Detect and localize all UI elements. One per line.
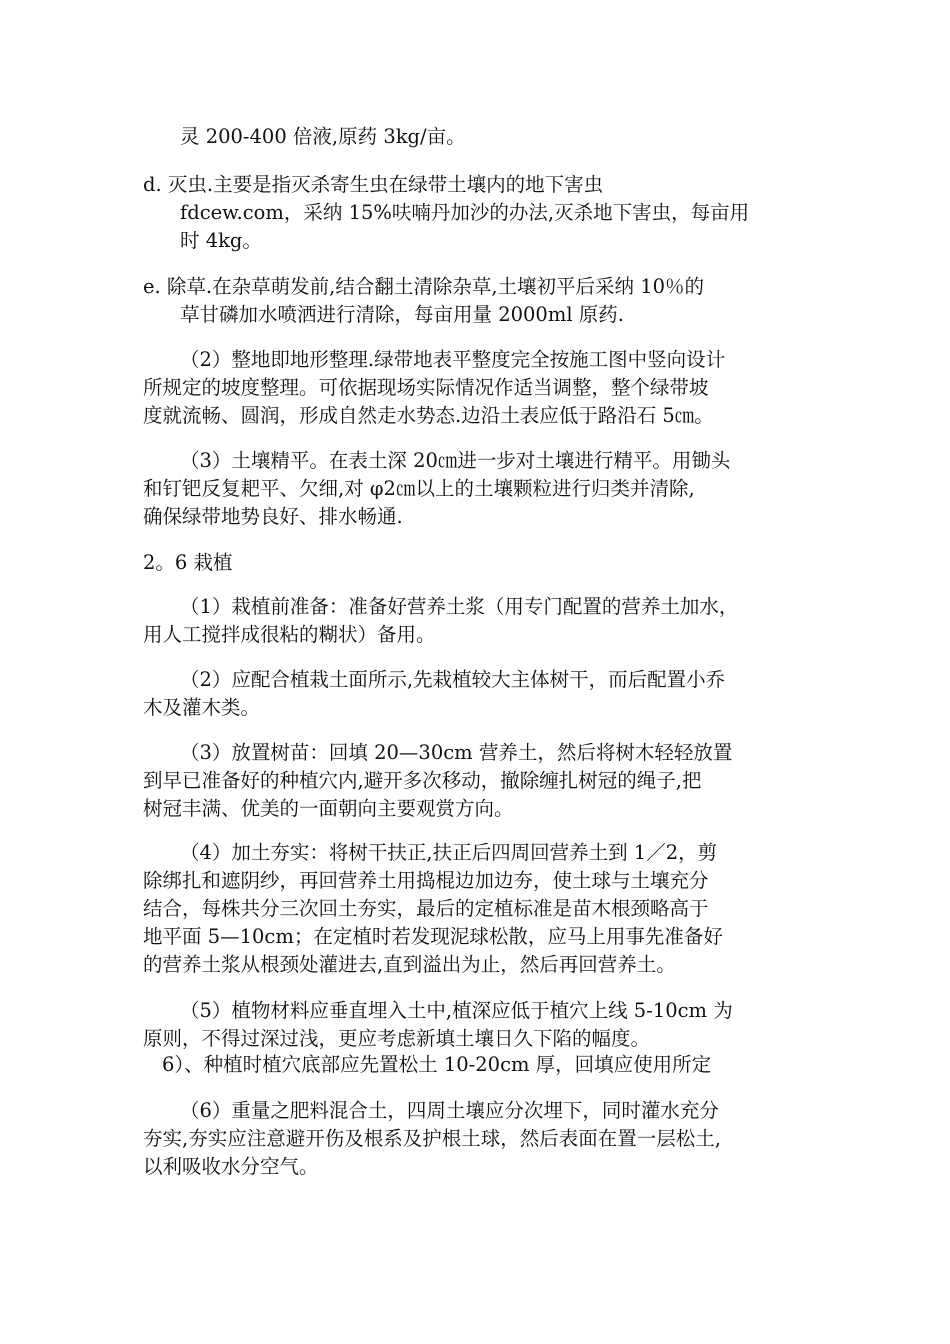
text-line: 灵 200-400 倍液,原药 3kg/亩。 — [180, 125, 466, 148]
text-line: 夯实,夯实应注意避开伤及根系及护根土球，然后表面在置一层松土, — [143, 1127, 721, 1150]
paragraph-1-preparation: （1）栽植前准备：准备好营养土浆（用专门配置的营养土加水， — [180, 595, 739, 618]
text-line: 原则，不得过深过浅，更应考虑新填土壤日久下陷的幅度。 — [143, 1027, 651, 1050]
text-line: 到早已准备好的种植穴内,避开多次移动，撤除缠扎树冠的绳子,把 — [143, 769, 702, 792]
paragraph-3-placing-seedlings: （3）放置树苗：回填 20—30cm 营养土，然后将树木轻轻放置 — [180, 741, 733, 764]
list-item-d: d. 灭虫.主要是指灭杀寄生虫在绿带土壤内的地下害虫 — [143, 173, 604, 196]
text-line: 树冠丰满、优美的一面朝向主要观赏方向。 — [143, 797, 514, 820]
text-line: 草甘磷加水喷洒进行清除，每亩用量 2000ml 原药. — [180, 303, 624, 326]
text-line: 结合，每株共分三次回土夯实，最后的定植标准是苗木根颈略高于 — [143, 897, 709, 920]
paragraph-2-planting-order: （2）应配合植栽土面所示,先栽植较大主体树干，而后配置小乔 — [180, 668, 726, 691]
paragraph-4-compacting: （4）加土夯实：将树干扶正,扶正后四周回营养土到 1／2，剪 — [180, 841, 718, 864]
text-line: 6）、种植时植穴底部应先置松土 10-20cm 厚，回填应使用所定 — [162, 1053, 712, 1076]
paragraph-6-fertilizer-soil: （6）重量之肥料混合土，四周土壤应分次埋下，同时灌水充分 — [180, 1099, 719, 1122]
paragraph-3-soil-leveling: （3）土壤精平。在表土深 20㎝进一步对土壤进行精平。用锄头 — [180, 449, 731, 472]
list-item-e: e. 除草.在杂草萌发前,结合翻土清除杂草,土壤初平后采纳 10％的 — [143, 275, 705, 298]
text-line: 和钉钯反复耙平、欠细,对 φ2㎝以上的土壤颗粒进行归类并清除, — [143, 477, 695, 500]
text-line: 除绑扎和遮阴纱，再回营养土用捣棍边加边夯，使土球与土壤充分 — [143, 869, 709, 892]
text-line: 以利吸收水分空气。 — [143, 1155, 319, 1178]
text-line: 木及灌木类。 — [143, 696, 261, 719]
text-line: 度就流畅、圆润，形成自然走水势态.边沿土表应低于路沿石 5㎝。 — [143, 404, 714, 427]
text-line: 地平面 5—10cm；在定植时若发现泥球松散，应马上用事先准备好 — [143, 925, 723, 948]
text-line: 确保绿带地势良好、排水畅通. — [143, 505, 403, 528]
text-line: 的营养土浆从根颈处灌进去,直到溢出为止，然后再回营养土。 — [143, 953, 676, 976]
section-heading: 2。6 栽植 — [143, 551, 233, 574]
text-line: fdcew.com，采纳 15%呋喃丹加沙的办法,灭杀地下害虫，每亩用 — [180, 201, 750, 224]
paragraph-5-burial-depth: （5）植物材料应垂直埋入土中,植深应低于植穴上线 5-10cm 为 — [180, 999, 733, 1022]
text-line: 用人工搅拌成很粘的糊状）备用。 — [143, 623, 436, 646]
paragraph-2-terrain: （2）整地即地形整理.绿带地表平整度完全按施工图中竖向设计 — [180, 348, 726, 371]
text-line: 时 4kg。 — [180, 229, 262, 252]
text-line: 所规定的坡度整理。可依据现场实际情况作适当调整，整个绿带坡 — [143, 376, 709, 399]
